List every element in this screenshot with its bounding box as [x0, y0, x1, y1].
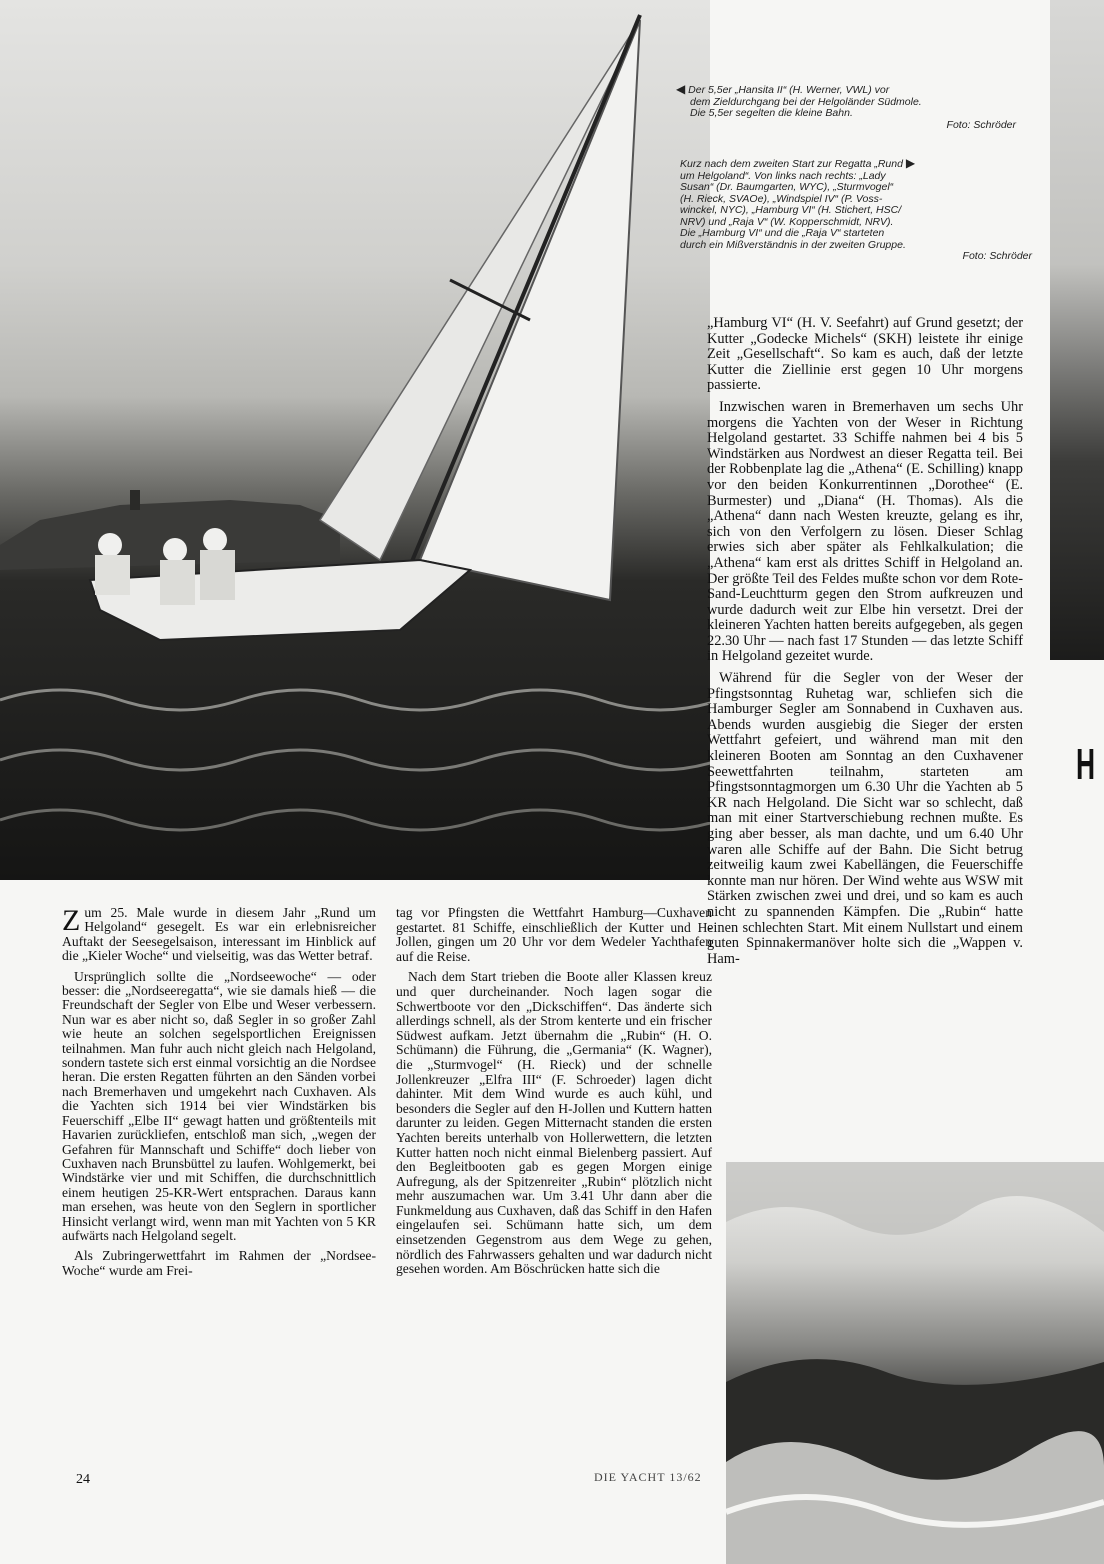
paragraph: Inzwischen waren in Bremerhaven um sechs Uhr morgens die Yachten von der Weser in Richtung Helgoland gestartet. 33 Schiffe nahmen bei 4 bis 5 Windstärken aus Nordwest an dieser Regatta teil. Bei der Robbenplate lag die „Athena“ (E. Schilling) knapp vor den beiden Konkurrentinnen „Dorothee“ (E. Burmester) und „Diana“ (H. Thomas). Als die „Athena“ dann nach Westen kreuzte, gelang es ihr, sich von den Verfolgern zu lösen. Dieser Schlag erwies sich aber später als Fehlkalkulation; die „Athena“ kam erst als drittes Schiff in Helgoland an. Der größte Teil des Feldes mußte schon vor dem Rote-Sand-Leuchtturm gegen den Strom aufkreuzen und wurde dadurch weit zur Elbe hin versetzt. Drei der kleineren Yachten hatten bereits aufgegeben, als gegen 22.30 Uhr — nach fast 17 Stunden — das letzte Schiff in Helgoland gezeitet wurde. [707, 398, 1023, 665]
caption-line: (H. Rieck, SVAOe), „Windspiel IV“ (P. Voss- [680, 192, 883, 205]
article-column-3 [707, 316, 1023, 973]
caption-line: durch ein Mißverständnis in der zweiten Gruppe. [680, 238, 906, 251]
photo-credit: Foto: Schröder [962, 250, 1032, 262]
caption-line: Susan“ (Dr. Baumgarten, WYC), „Sturmvogel“ [680, 181, 894, 193]
caption-line: winckel, NYC), „Hamburg VI“ (H. Stichert, HSC/ [680, 204, 902, 216]
caption-line: um Helgoland“. Von links nach rechts: „Lady [680, 169, 886, 182]
caption-arrow-left-icon: ◀ [676, 82, 686, 96]
photo-caption-second [680, 158, 1032, 263]
magazine-footer: DIE YACHT 13/62 [594, 1470, 702, 1484]
adjacent-page-photo-strip [1048, 0, 1104, 660]
paragraph: tag vor Pfingsten die Wettfahrt Hamburg—Cuxhaven gestartet. 81 Schiffe, einschließlich der Kutter und H-Jollen, gingen um 20 Uhr vor dem Wedeler Yachthafen auf die Reise. [396, 905, 712, 964]
article-column-2 [396, 906, 712, 1283]
paragraph: um 25. Male wurde in diesem Jahr „Rund um Helgoland“ gesegelt. Es war ein erlebnisreicher Auftakt der Seesegelsaison, interessant im Hinblick auf die „Kieler Woche“ und vielseitig, was das Wetter betraf. [62, 905, 376, 964]
yacht-illustration [0, 0, 710, 880]
page-number: 24 [76, 1472, 90, 1487]
stormy-sea-photo [726, 1162, 1104, 1564]
caption-line: NRV) und „Raja V“ (W. Kopperschmidt, NRV). [680, 215, 894, 228]
caption-line: dem Zieldurchgang bei der Helgoländer Südmole. [690, 95, 922, 108]
paragraph: Ursprünglich sollte die „Nordseewoche“ — oder besser: die „Nordseeregatta“, wie sie damals hieß — die Freundschaft der Segler von Elbe und Weser verbessern. Nun war es aber nicht so, daß Segler in so großer Zahl wie heute an solchen segelsportlichen Ereignissen teilnahmen. Man fuhr auch nicht gleich nach Helgoland, sondern tastete sich erst einmal vorsichtig an die Nordsee heran. Die ersten Regatten führten an den Sänden vorbei nach Bremerhaven und umgekehrt nach Cuxhaven. Als die Yachten sich 1914 bei vier Windstärken bis Feuerschiff „Elbe II“ gewagt hatten und größtenteils mit Havarien zurückliefen, entschloß man sich, „wegen der Gefahren für Mannschaft und Schiffe“ doch lieber von Cuxhaven nach Brunsbüttel zu laufen. Wohlgemerkt, bei Windstärke vier und mit Schiffen, die durchschnittlich einem heutigen 25-KR-Wert entsprachen. Daraus kann man ersehen, was heute von den Seglern in sportlicher Hinsicht verlangt wird, wenn man mit Yachten von 5 KR aufwärts nach Helgoland segelt. [62, 968, 376, 1243]
drop-cap: Z [62, 904, 81, 937]
paragraph: Während für die Segler von der Weser der Pfingstsonntag Ruhetag war, schliefen sich die Hamburger Segler am Sonnabend in Cuxhaven aus. Abends wurden ausgiebig die Sieger der ersten Wettfahrt gefeiert, und während man mit den kleineren Booten am Sonntag an den Cuxhavener Seewettfahrten teilnahm, starteten am Pfingstsonntagmorgen um 6.30 Uhr die Yachten ab 5 KR nach Helgoland. Die Sicht war so schlecht, daß man mit einer Startverschiebung rechnen mußte. Es ging aber besser, als man dachte, und um 6.40 Uhr waren alle Schiffe auf der Bahn. Die Sicht betrug zeitweilig kaum zwei Kabellängen, die Feuerschiffe konnte man nur hören. Der Wind wehte aus WSW mit Stärken zwischen zwei und drei, und so kam es auch nicht zu spannenden Kämpfen. Die „Rubin“ hatte einen schlechten Start. Mit einem Nullstart und einem guten Spinnakermanöver holte sich die „Wappen v. Ham- [707, 670, 1023, 967]
article-column-1 [62, 906, 376, 1284]
sailing-yacht-photo [0, 0, 710, 880]
gutter [1040, 0, 1050, 660]
paragraph: Nach dem Start trieben die Boote aller Klassen kreuz und quer durcheinander. Noch lagen sogar die Schwertboote vor den „Dickschiffen“. Das änderte sich allerdings schnell, als der Strom kenterte und ein frischer Südwest aufkam. Jetzt übernahm die „Rubin“ (H. O. Schümann) die Führung, die „Germania“ (K. Wagner), die „Sturmvogel“ (H. Rieck) und der schnelle Jollenkreuzer „Elfra III“ (F. Schroeder) lagen dicht dahinter. Mit dem Wind wurde es auch kühl, und besonders die Segler auf den H-Jollen und Kuttern hatten darunter zu leiden. Gegen Mitternacht standen die ersten Yachten bereits unterhalb von Hollerwettern, die letzten Kutter hatten noch nicht einmal Bielenberg passiert. Auf den Begleitbooten gab es gegen Morgen einige Aufregung, als der Spitzenreiter „Rubin“ plötzlich nicht mehr auszumachen war. Um 3.41 Uhr dann aber die Funkmeldung aus Cuxhaven, daß das Schiff in den Hafen eingelaufen sei. Schümann hatte sich, um dem einsetzenden Gegenstrom aus dem Wege zu gehen, nördlich des Fahrwassers gehalten und war dadurch nicht gesehen worden. Am Böschrücken hatte sich die [396, 969, 712, 1277]
sea-illustration [726, 1162, 1104, 1564]
paragraph: Als Zubringerwettfahrt im Rahmen der „Nordsee-Woche“ wurde am Frei- [62, 1248, 376, 1278]
caption-line: Die 5,5er segelten die kleine Bahn. [690, 107, 853, 119]
adjacent-page-letter: H [1076, 740, 1096, 789]
photo-credit: Foto: Schröder [946, 118, 1016, 131]
caption-line: Der 5,5er „Hansita II“ (H. Werner, VWL) vor [688, 84, 890, 96]
caption-line: Die „Hamburg VI“ und die „Raja V“ starteten [680, 227, 885, 239]
caption-line: Kurz nach dem zweiten Start zur Regatta „Rund [680, 158, 903, 170]
photo-caption-top [676, 84, 1016, 131]
caption-arrow-right-icon: ▶ [905, 156, 916, 170]
paragraph: „Hamburg VI“ (H. V. Seefahrt) auf Grund gesetzt; der Kutter „Godecke Michels“ (SKH) leistete ihr einige Zeit „Gesellschaft“. So kam es auch, daß der letzte Kutter die Ziellinie erst gegen 10 Uhr morgens passierte. [707, 315, 1023, 394]
